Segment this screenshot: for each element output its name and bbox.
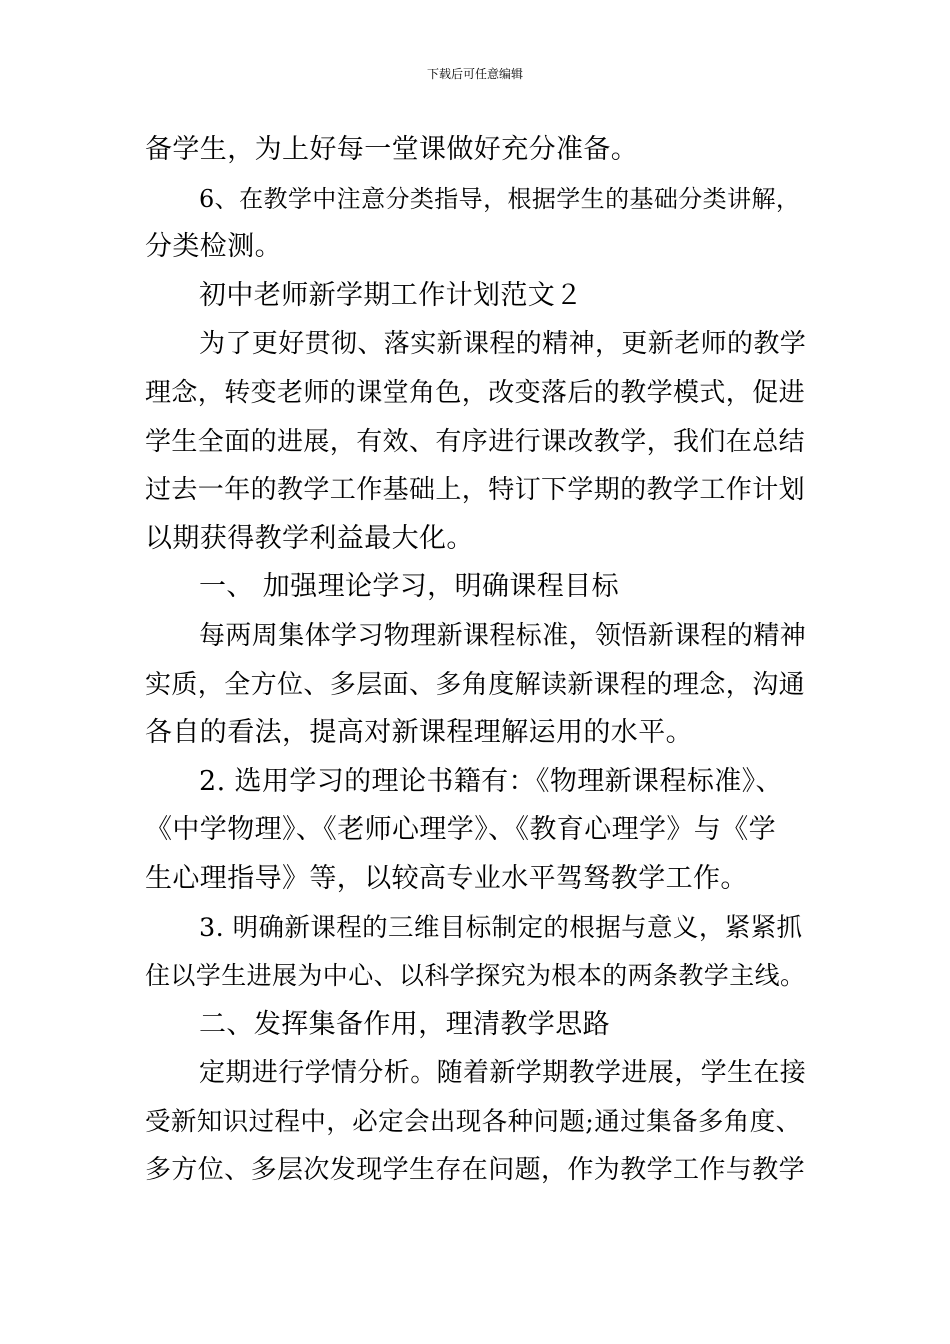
text-line: 学生全面的进展，有效、有序进行课改教学，我们在总结 <box>145 426 806 457</box>
text-line: 受新知识过程中，必定会出现各种问题;通过集备多角度、 <box>145 1106 802 1137</box>
text-line: 二、发挥集备作用，理清教学思路 <box>199 1008 610 1040</box>
text-line: 分类检测。 <box>145 231 282 263</box>
text-line: 6、在教学中注意分类指导，根据学生的基础分类讲解， <box>199 184 801 213</box>
text-line: 备学生，为上好每一堂课做好充分准备。 <box>145 134 639 165</box>
text-line: 住以学生进展为中心、以科学探究为根本的两条教学主线。 <box>145 961 806 991</box>
text-line: 以期获得教学利益最大化。 <box>145 522 474 554</box>
document-body <box>145 126 810 1195</box>
page-header-note: 下载后可任意编辑 <box>426 67 523 81</box>
text-line: 2. 选用学习的理论书籍有：《物理新课程标准》、 <box>199 765 783 797</box>
text-line: 初中老师新学期工作计划范文２ <box>199 279 583 311</box>
text-line: 各自的看法，提高对新课程理解运用的水平。 <box>145 717 693 749</box>
text-line: 3. 明确新课程的三维目标制定的根据与意义，紧紧抓 <box>199 912 803 943</box>
text-line: 过去一年的教学工作基础上，特订下学期的教学工作计划 <box>145 475 806 506</box>
text-line: 实质，全方位、多层面、多角度解读新课程的理念，沟通 <box>145 669 806 700</box>
text-line: 定期进行学情分析。随着新学期教学进展，学生在接 <box>199 1058 807 1089</box>
text-line: 多方位、多层次发现学生存在问题，作为教学工作与教学 <box>145 1155 806 1186</box>
text-line: 一、 加强理论学习，明确课程目标 <box>199 571 619 603</box>
text-line: 为了更好贯彻、落实新课程的精神，更新老师的教学 <box>199 329 807 360</box>
text-line: 生心理指导》等，以较高专业水平驾驽教学工作。 <box>145 862 748 894</box>
text-line: 《中学物理》、《老师心理学》、《教育心理学》与《学 <box>145 814 776 846</box>
text-line: 每两周集体学习物理新课程标准，领悟新课程的精神 <box>199 620 807 651</box>
text-line: 理念，转变老师的课堂角色，改变落后的教学模式，促进 <box>145 377 806 408</box>
